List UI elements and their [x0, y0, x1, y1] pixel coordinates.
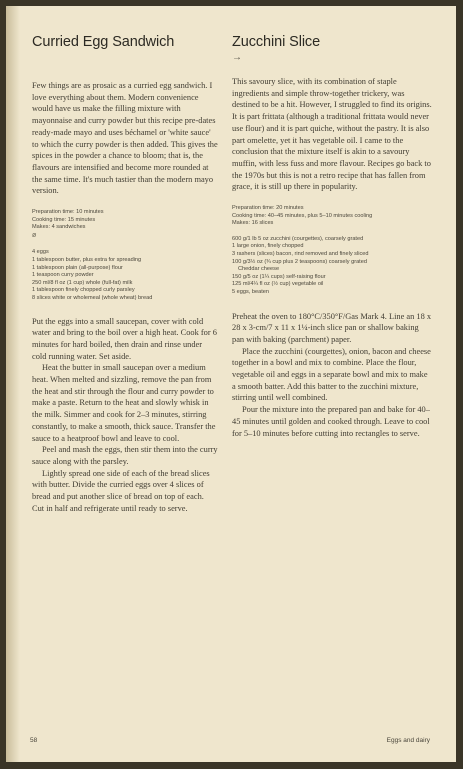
- recipe-meta: [232, 205, 432, 228]
- recipe-intro: Few things are as prosaic as a curried egg sandwich. I love everything about them. Modern convenience would have us make the filling mixture with mayonnaise and curry powder but this recipe pre-dates ready-made mayo and uses béchamel or 'white sauce' to which the curry powder is then added. This gives the spices in the powder a chance to bloom; that is, the flavours are intensified and become more rounded at the same time. It's much tastier than the modern mayo version.: [32, 81, 218, 196]
- recipe-intro: This savoury slice, with its combination of staple ingredients and simple throw-together trickery, was destined to be a hit. However, I struggled to find its origins. It is part frittata (although a traditional frittata would never use flour) and it is part quiche, without the pastry. It is also part omelette, yet it has vegetable oil. I came to the conclusion that the mixture itself is akin to a savoury muffin, with less fuss and more flavour. Recipes go back to the 1970s but this is not a retro recipe that has fallen from grace, it is still up there in popularity.: [232, 77, 432, 192]
- method: [32, 316, 218, 515]
- ingredient: 600 g/1 lb 5 oz zucchini (courgettes), coarsely grated: [232, 235, 364, 242]
- ingredient: 8 slices white or wholemeal (whole wheat) bread: [32, 294, 153, 301]
- method-step: Place the zucchini (courgettes), onion, bacon and cheese together in a bowl and mix to combine. Place the flour, vegetable oil and eggs in a separate bowl and mix to make a smooth batter. Add this batter to the zucchini mixture, stirring until well combined.: [232, 346, 431, 403]
- cook-time: Cooking time: 40–45 minutes, plus 5–10 minutes cooling: [232, 212, 373, 219]
- yield: Makes: 16 slices: [232, 220, 274, 227]
- ingredient: 5 eggs, beaten: [232, 288, 270, 295]
- ingredient: 150 g/5 oz (1¼ cups) self-raising flour: [232, 273, 326, 280]
- ingredient: 250 ml/8 fl oz (1 cup) whole (full-fat) milk: [32, 279, 133, 286]
- ingredient: 3 rashers (slices) bacon, rind removed and finely sliced: [232, 251, 369, 257]
- recipe-title: Curried Egg Sandwich: [32, 34, 175, 50]
- ingredient: 1 teaspoon curry powder: [32, 272, 94, 279]
- vegetarian-icon: ø: [32, 231, 37, 239]
- prep-time: Preparation time: 10 minutes: [32, 209, 104, 216]
- ingredient: 1 tablespoon finely chopped curly parsley: [32, 287, 135, 294]
- ingredient: 4 eggs: [32, 249, 49, 256]
- section-name: Eggs and dairy: [386, 737, 430, 744]
- yield: Makes: 4 sandwiches: [32, 224, 86, 231]
- recipe-title: Zucchini Slice: [232, 34, 321, 50]
- method: [232, 311, 432, 440]
- prep-time: Preparation time: 20 minutes: [232, 205, 304, 212]
- ingredient: 1 tablespoon plain (all-purpose) flour: [32, 264, 123, 271]
- method-step: Pour the mixture into the prepared pan and bake for 40–45 minutes until golden and cooked through. Leave to cool for 5–10 minutes before cutting into rectangles to serve.: [232, 405, 430, 438]
- cook-time: Cooking time: 15 minutes: [32, 216, 96, 223]
- page-number: 58: [30, 737, 38, 744]
- ingredients-list: [32, 249, 218, 302]
- method-step: Peel and mash the eggs, then stir them into the curry sauce along with the parsley.: [32, 445, 218, 466]
- ingredient: 1 tablespoon butter, plus extra for spreading: [32, 257, 142, 263]
- recipe-zucchini-slice: [232, 34, 432, 439]
- recipe-meta: [32, 209, 218, 239]
- method-step: Heat the butter in small saucepan over a medium heat. When melted and sizzling, remove the pan from the heat and stir through the flour and curry powder to make a paste. Return to the heat and slowly whisk in the milk. Simmer and cook for 2–3 minutes, stirring constantly, to make a smooth, thick sauce. Transfer the sauce to a heatproof bowl and leave to cool.: [32, 363, 216, 443]
- method-step: Lightly spread one side of each of the bread slices with butter. Divide the curried eggs over 4 slices of bread and put another slice of bread on top of each. Cut in half and refrigerate until ready to serve.: [32, 468, 210, 513]
- ingredient: 1 large onion, finely chopped: [232, 243, 304, 250]
- ingredient: 125 ml/4¼ fl oz (½ cup) vegetable oil: [232, 281, 324, 288]
- ingredient: Cheddar cheese: [238, 266, 280, 273]
- ingredients-list: [232, 236, 432, 297]
- page-gutter: [6, 6, 20, 762]
- book-page: [6, 6, 456, 762]
- arrow-right-icon: →: [232, 52, 242, 63]
- method-step: Preheat the oven to 180°C/350°F/Gas Mark 4. Line an 18 x 28 x 3-cm/7 x 11 x 1¼-inch slice pan or shallow baking pan with baking (parchment) paper.: [232, 311, 432, 344]
- recipe-curried-egg-sandwich: [32, 34, 218, 515]
- ingredient: 100 g/3½ oz (¾ cup plus 2 teaspoons) coarsely grated: [232, 258, 367, 265]
- method-step: Put the eggs into a small saucepan, cover with cold water and bring to the boil over a high heat. Cook for 6 minutes for hard boiled, then drain and rinse under cold running water. Set aside.: [32, 316, 217, 361]
